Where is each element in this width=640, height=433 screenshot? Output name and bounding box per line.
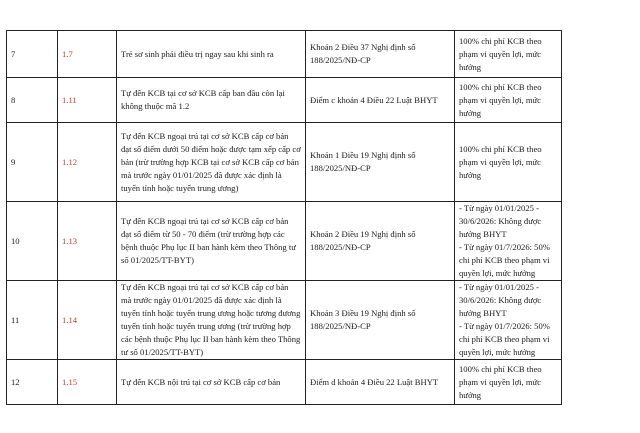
legal-basis: Khoản 2 Điều 19 Nghị định số 188/2025/NĐ-CP: [306, 202, 455, 281]
case-code: 1.12: [58, 123, 117, 202]
table-row: [7, 123, 562, 202]
case-code: 1.15: [58, 360, 117, 405]
legal-basis: Khoản 1 Điều 19 Nghị định số 188/2025/NĐ-CP: [306, 123, 455, 202]
benefit-level: [455, 281, 562, 360]
benefit-level: [455, 78, 562, 123]
table-row: [7, 202, 562, 281]
benefit-level-line: 100% chi phí KCB theo phạm vi quyền lợi, mức hưởng: [459, 35, 542, 72]
benefit-level: [455, 202, 562, 281]
benefit-level-line: - Từ ngày 01/7/2026: 50% chi phí KCB theo phạm vi quyền lợi, mức hưởng: [459, 321, 550, 357]
case-description: Tự đến KCB ngoại trú tại cơ sở KCB cấp cơ bản đạt số điểm dưới 50 điểm hoặc được tạm xếp cấp cơ bản (trừ trường hợp KCB tại cơ sở KCB cấp cơ bản mà trước ngày 01/01/2025 đã được xác định là tuyến tỉnh hoặc tuyến trung ương): [117, 123, 306, 202]
table-row: [7, 78, 562, 123]
legal-basis: Điểm c khoản 4 Điều 22 Luật BHYT: [306, 78, 455, 123]
benefit-level-line: 100% chi phí KCB theo phạm vi quyền lợi, mức hưởng: [459, 363, 542, 400]
row-number: 11: [7, 281, 58, 360]
case-description: Tự đến KCB ngoại trú tại cơ sở KCB cấp cơ bản đạt số điểm từ 50 - 70 điểm (trừ trường hợp các bệnh thuộc Phụ lục II ban hành kèm theo Thông tư số 01/2025/TT-BYT): [117, 202, 306, 281]
table-row: [7, 31, 562, 78]
benefit-level-line: - Từ ngày 01/7/2026: 50% chi phí KCB theo phạm vi quyền lợi, mức hưởng: [459, 242, 550, 278]
benefit-table: [6, 30, 562, 405]
case-description: Tự đến KCB ngoại trú tại cơ sở KCB cấp cơ bản mà trước ngày 01/01/2025 đã được xác định là tuyến tỉnh hoặc tuyến trung ương hoặc tương đương tuyến tỉnh hoặc tuyến trung ương (trừ trường hợp các bệnh thuộc Phụ lục II ban hành kèm theo Thông tư số 01/2025/TT-BYT): [117, 281, 306, 360]
page-top-margin: [6, 0, 546, 30]
benefit-level-line: 100% chi phí KCB theo phạm vi quyền lợi, mức hưởng: [459, 143, 542, 180]
legal-basis: Điểm d khoản 4 Điều 22 Luật BHYT: [306, 360, 455, 405]
case-code: 1.11: [58, 78, 117, 123]
case-code: 1.13: [58, 202, 117, 281]
table-row: [7, 360, 562, 405]
row-number: 12: [7, 360, 58, 405]
legal-basis: Khoản 3 Điều 19 Nghị định số 188/2025/NĐ-CP: [306, 281, 455, 360]
benefit-level: [455, 31, 562, 78]
case-description: Trẻ sơ sinh phải điều trị ngay sau khi sinh ra: [117, 31, 306, 78]
table-row: [7, 281, 562, 360]
row-number: 9: [7, 123, 58, 202]
case-description: Tự đến KCB nội trú tại cơ sở KCB cấp cơ bản: [117, 360, 306, 405]
row-number: 8: [7, 78, 58, 123]
benefit-level-line: 100% chi phí KCB theo phạm vi quyền lợi, mức hưởng: [459, 81, 542, 118]
case-description: Tự đến KCB tại cơ sở KCB cấp ban đầu còn lại không thuộc mã 1.2: [117, 78, 306, 123]
benefit-level: [455, 360, 562, 405]
case-code: 1.14: [58, 281, 117, 360]
legal-basis: Khoản 2 Điều 37 Nghị định số 188/2025/NĐ-CP: [306, 31, 455, 78]
benefit-level: [455, 123, 562, 202]
case-code: 1.7: [58, 31, 117, 78]
benefit-level-line: - Từ ngày 01/01/2025 - 30/6/2026: Không được hưởng BHYT: [459, 203, 542, 239]
row-number: 7: [7, 31, 58, 78]
benefit-level-line: - Từ ngày 01/01/2025 - 30/6/2026: Không được hưởng BHYT: [459, 282, 542, 318]
row-number: 10: [7, 202, 58, 281]
